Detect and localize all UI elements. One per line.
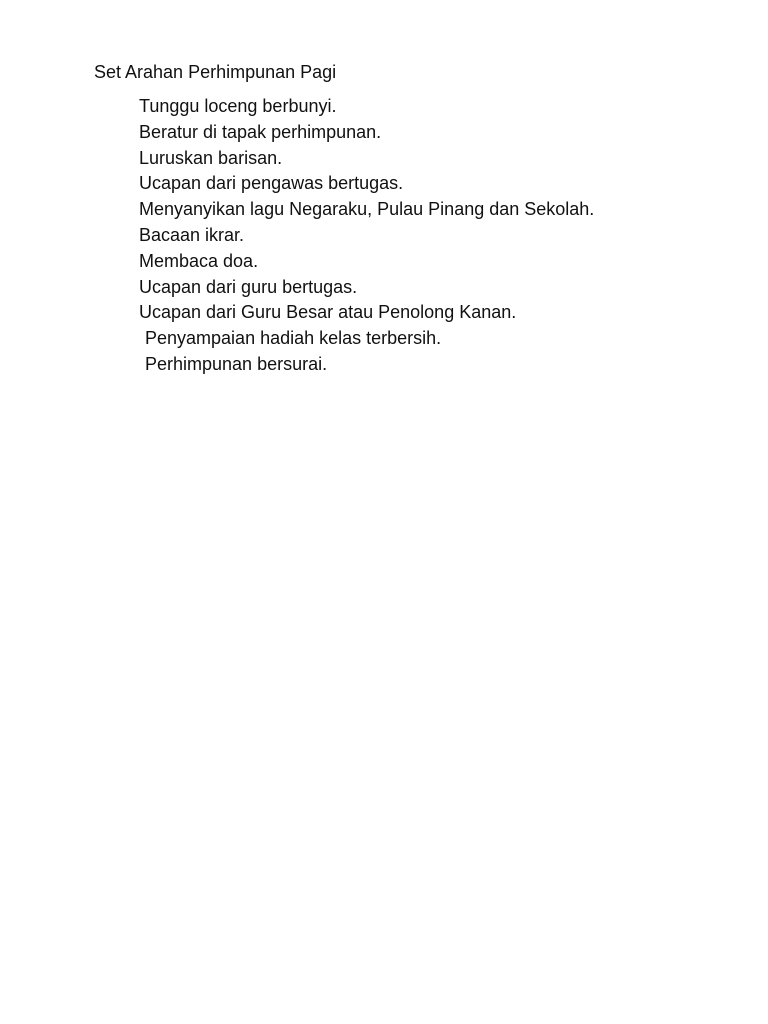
list-item-text: Membaca doa. <box>139 250 259 271</box>
list-item-text: Perhimpunan bersurai. <box>145 353 328 374</box>
document-title: Set Arahan Perhimpunan Pagi <box>94 62 337 82</box>
list-item-text: Penyampaian hadiah kelas terbersih. <box>145 328 442 349</box>
list-item-text: Beratur di tapak perhimpunan. <box>139 121 382 142</box>
list-item-text: Ucapan dari pengawas bertugas. <box>139 173 404 194</box>
list-item-text: Bacaan ikrar. <box>139 224 245 245</box>
list-item-text: Menyanyikan lagu Negaraku, Pulau Pinang dan Sekolah. <box>139 199 595 220</box>
list-item-text: Ucapan dari guru bertugas. <box>139 276 358 297</box>
list-item-text: Ucapan dari Guru Besar atau Penolong Kanan. <box>139 302 517 323</box>
list-item-text: Luruskan barisan. <box>139 147 283 168</box>
list-item-text: Tunggu loceng berbunyi. <box>139 96 337 116</box>
